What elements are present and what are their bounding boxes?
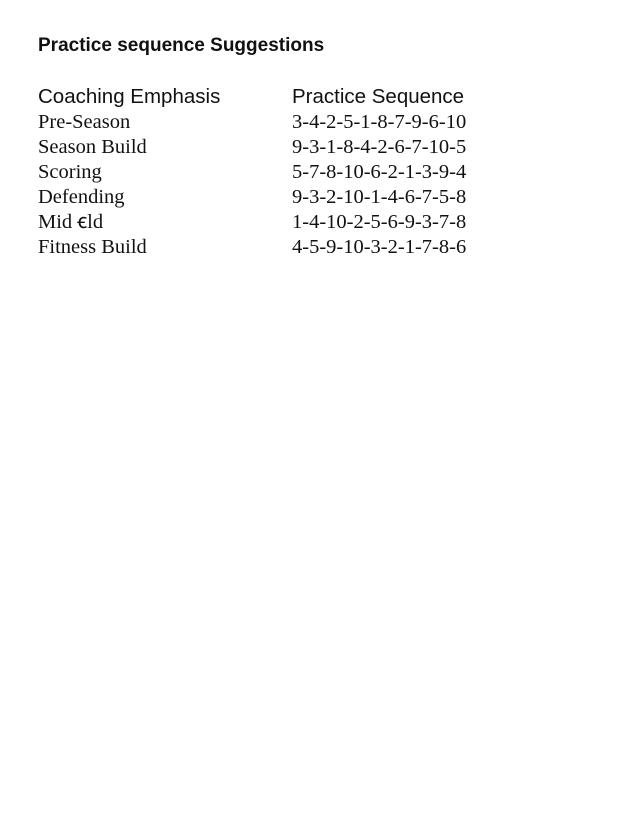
column-header-coaching-emphasis: Coaching Emphasis [38,85,221,108]
practice-sequence-cell: 5-7-8-10-6-2-1-3-9-4 [292,161,467,183]
column-header-practice-sequence: Practice Sequence [292,85,465,108]
coaching-emphasis-cell: Scoring [38,161,102,183]
coaching-emphasis-cell: Defending [38,186,125,208]
document-title: Practice sequence Suggestions [38,35,325,56]
practice-sequence-cell: 9-3-2-10-1-4-6-7-5-8 [292,186,467,208]
practice-table-body [38,110,598,260]
coaching-emphasis-cell: Pre-Season [38,111,131,133]
practice-sequence-cell: 1-4-10-2-5-6-9-3-7-8 [292,211,467,233]
table-row [38,135,598,160]
table-row [38,210,598,235]
table-row [38,235,598,260]
coaching-emphasis-cell: Fitness Build [38,236,147,258]
table-header-row [38,84,598,110]
table-row [38,110,598,135]
practice-sequence-cell: 3-4-2-5-1-8-7-9-6-10 [292,111,467,133]
practice-sequence-cell: 4-5-9-10-3-2-1-7-8-6 [292,236,467,258]
coaching-emphasis-cell: Season Build [38,136,147,158]
table-row [38,160,598,185]
coaching-emphasis-cell: Mid ꞓld [38,211,104,233]
table-row [38,185,598,210]
practice-sequence-cell: 9-3-1-8-4-2-6-7-10-5 [292,136,467,158]
